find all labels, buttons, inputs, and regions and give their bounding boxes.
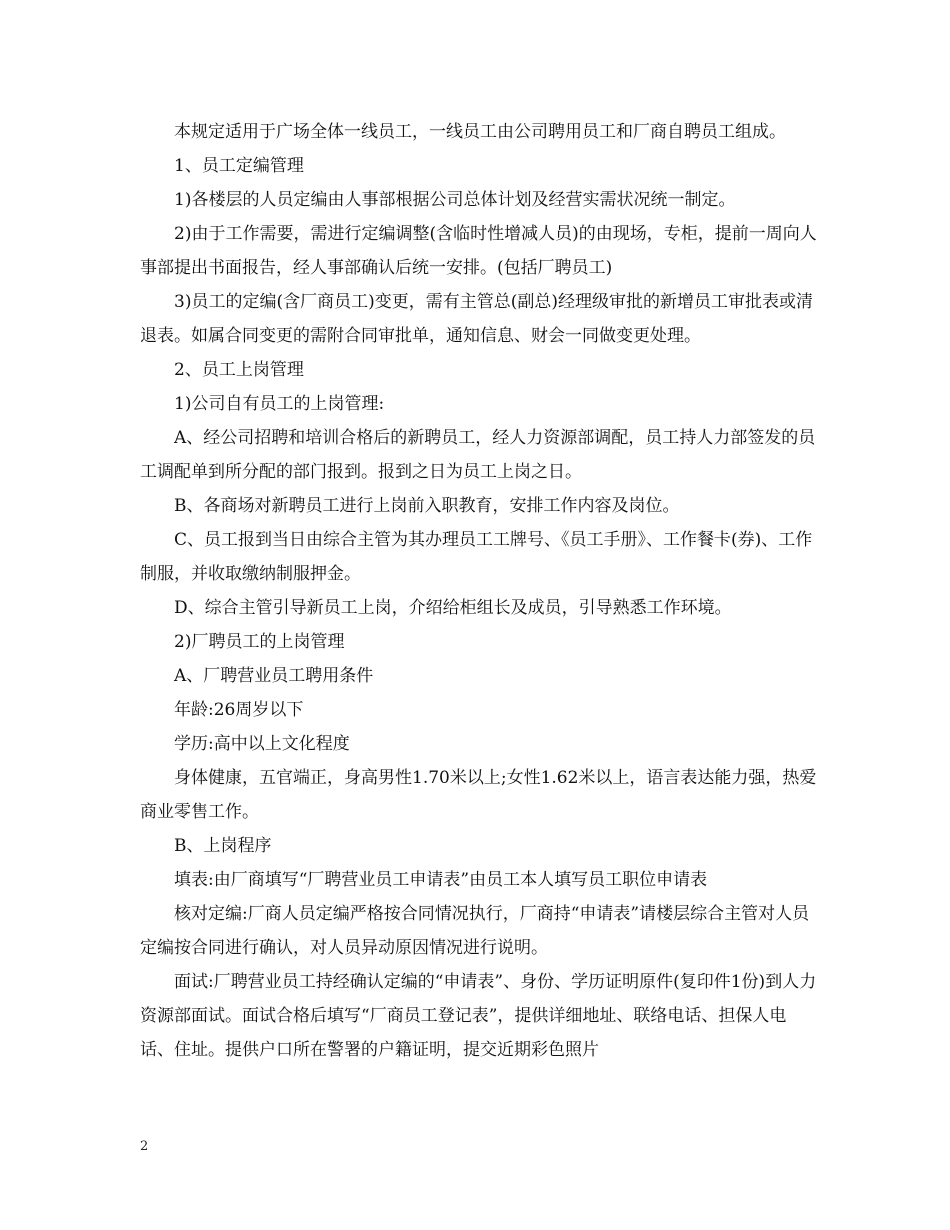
paragraph-onboarding-a: A、经公司招聘和培训合格后的新聘员工，经人力资源部调配，员工持人力部签发的员工调配单到所分配的部门报到。报到之日为员工上岗之日。: [140, 428, 816, 482]
heading-onboarding-management: 2、员工上岗管理: [174, 360, 304, 380]
heading-staffing-management: 1、员工定编管理: [174, 156, 304, 176]
paragraph-verify-staffing: 核对定编:厂商人员定编严格按合同情况执行，厂商持“申请表”请楼层综合主管对人员定编按合同进行确认，对人员异动原因情况进行说明。: [140, 904, 810, 958]
paragraph-onboarding-d: D、综合主管引导新员工上岗，介绍给柜组长及成员，引导熟悉工作环境。: [174, 598, 732, 618]
paragraph-staffing-3: 3)员工的定编(含厂商员工)变更，需有主管总(副总)经理级审批的新增员工审批表或清退表。如属合同变更的需附合同审批单，通知信息、财会一同做变更处理。: [140, 292, 813, 346]
paragraph-staffing-2: 2)由于工作需要，需进行定编调整(含临时性增减人员)的由现场，专柜，提前一周向人事部提出书面报告，经人事部确认后统一安排。(包括厂聘员工): [140, 224, 817, 278]
paragraph-interview: 面试:厂聘营业员工持经确认定编的“申请表”、身份、学历证明原件(复印件1份)到人力资源部面试。面试合格后填写“厂商员工登记表”，提供详细地址、联络电话、担保人电话、住址。提供户口所在警署的户籍证明，提交近期彩色照片: [140, 972, 817, 1060]
paragraph-health: 身体健康，五官端正，身高男性1.70米以上;女性1.62米以上，语言表达能力强，热爱商业零售工作。: [140, 768, 817, 822]
document-body: [140, 115, 818, 1067]
paragraph-onboarding-b: B、各商场对新聘员工进行上岗前入职教育，安排工作内容及岗位。: [174, 496, 680, 516]
paragraph-age: 年龄:26周岁以下: [174, 700, 304, 720]
paragraph-onboarding-procedure: B、上岗程序: [174, 836, 272, 856]
paragraph-staffing-1: 1)各楼层的人员定编由人事部根据公司总体计划及经营实需状况统一制定。: [174, 190, 736, 210]
subheading-company-staff: 1)公司自有员工的上岗管理:: [174, 394, 385, 414]
paragraph-scope: 本规定适用于广场全体一线员工，一线员工由公司聘用员工和厂商自聘员工组成。: [174, 122, 786, 142]
page-number: 2: [140, 1139, 149, 1154]
paragraph-hiring-conditions: A、厂聘营业员工聘用条件: [174, 666, 374, 686]
paragraph-education: 学历:高中以上文化程度: [174, 734, 350, 754]
paragraph-form-filling: 填表:由厂商填写“厂聘营业员工申请表”由员工本人填写员工职位申请表: [174, 870, 708, 890]
subheading-vendor-staff: 2)厂聘员工的上岗管理: [174, 632, 345, 652]
paragraph-onboarding-c: C、员工报到当日由综合主管为其办理员工工牌号、《员工手册》、工作餐卡(券)、工作制服，并收取缴纳制服押金。: [140, 530, 813, 584]
